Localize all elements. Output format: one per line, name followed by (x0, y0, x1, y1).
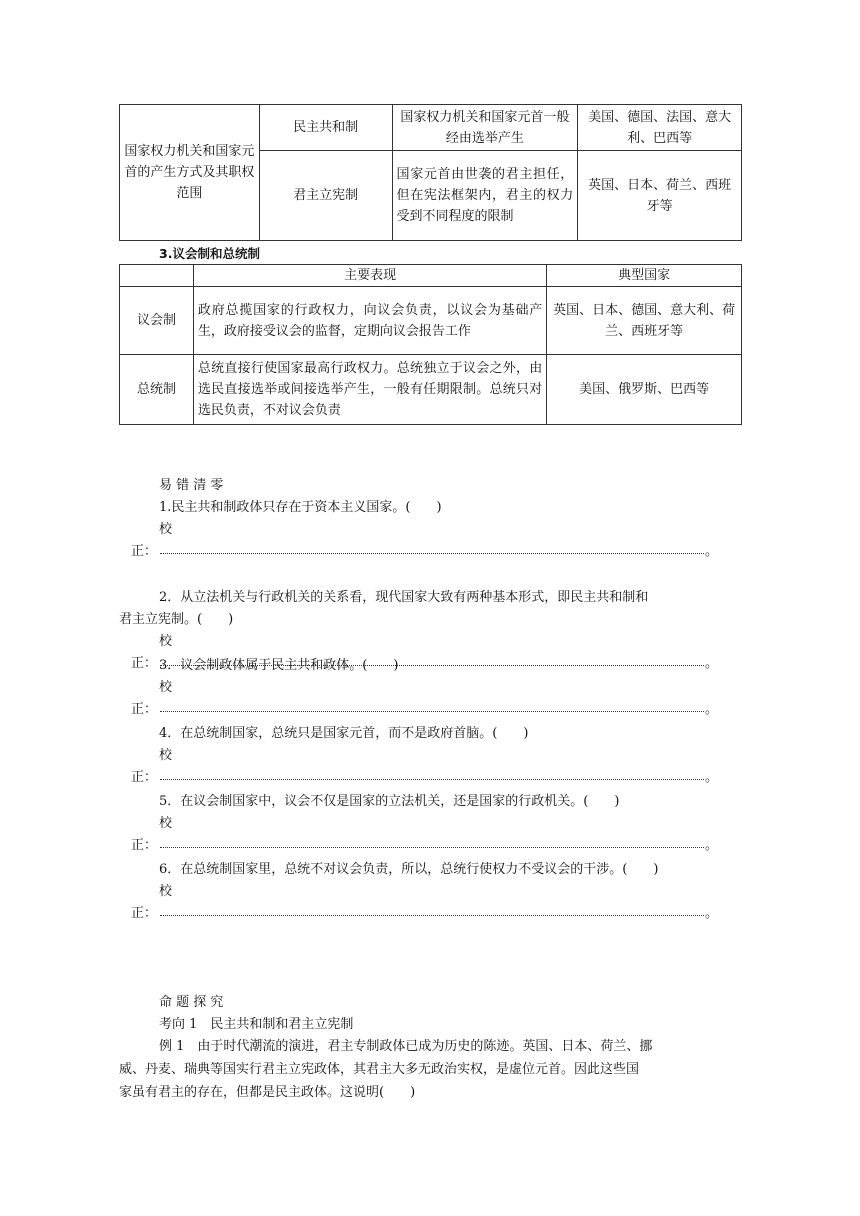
row-header: 国家权力机关和国家元首的产生方式及其职权范围 (120, 105, 260, 241)
header-main: 主要表现 (193, 265, 546, 287)
error-statement: 4．在总统制国家，总统只是国家元首，而不是政府首脑。( ) (159, 726, 529, 741)
correction-answer-line[interactable] (160, 553, 704, 554)
correction-label-a: 校 (159, 522, 173, 537)
error-statement: 1.民主共和制政体只存在于资本主义国家。( ) (159, 500, 442, 515)
errors-heading: 易 错 清 零 (159, 478, 224, 493)
cell-name: 议会制 (120, 287, 194, 355)
correction-period: 。 (705, 544, 719, 559)
cell-type: 君主立宪制 (259, 151, 392, 241)
correction-label-a: 校 (159, 634, 173, 649)
correction-period: 。 (705, 906, 719, 921)
correction-label-b: 正： (131, 906, 158, 921)
header-countries: 典型国家 (547, 265, 742, 287)
correction-label-b: 正： (131, 770, 158, 785)
inquiry-subheading: 考向 1 民主共和制和君主立宪制 (159, 1017, 354, 1032)
correction-period: 。 (705, 702, 719, 717)
correction-answer-line[interactable] (160, 711, 704, 712)
example-line: 家虽有君主的存在，但都是民主政体。这说明( ) (119, 1085, 416, 1100)
correction-label-a: 校 (159, 884, 173, 899)
correction-label-b: 正： (131, 702, 158, 717)
correction-period: 。 (705, 656, 719, 671)
error-statement-cont: 君主立宪制。( ) (119, 612, 234, 627)
cell-desc: 国家元首由世袭的君主担任，但在宪法框架内，君主的权力受到不同程度的限制 (392, 151, 578, 241)
error-statement: 5．在议会制国家中，议会不仅是国家的立法机关，还是国家的行政机关。( ) (159, 794, 620, 809)
cell-type: 民主共和制 (259, 105, 392, 151)
inquiry-heading: 命 题 探 究 (159, 995, 224, 1010)
correction-label-b: 正： (131, 838, 158, 853)
correction-label-b: 正： (131, 656, 158, 671)
cell-countries: 英国、日本、德国、意大利、荷兰、西班牙等 (547, 287, 742, 355)
cell-desc: 国家权力机关和国家元首一般经由选举产生 (392, 105, 578, 151)
header-empty (120, 265, 194, 287)
correction-period: 。 (705, 838, 719, 853)
correction-answer-line[interactable] (160, 915, 704, 916)
error-statement: 3．议会制政体属于民主共和政体。( ) (159, 658, 399, 673)
cell-desc: 政府总揽国家的行政权力，向议会负责，以议会为基础产生，政府接受议会的监督，定期向议会报告工作 (193, 287, 546, 355)
correction-answer-line[interactable] (160, 779, 704, 780)
section-title: 3.议会制和总统制 (159, 246, 260, 261)
correction-period: 。 (705, 770, 719, 785)
error-statement: 2．从立法机关与行政机关的关系看，现代国家大致有两种基本形式，即民主共和制和 (159, 590, 649, 605)
correction-label-a: 校 (159, 680, 173, 695)
example-line: 例 1 由于时代潮流的演进，君主专制政体已成为历史的陈迹。英国、日本、荷兰、挪 (159, 1039, 653, 1054)
correction-label-b: 正： (131, 544, 158, 559)
example-line: 威、丹麦、瑞典等国实行君主立宪政体，其君主大多无政治实权，是虚位元首。因此这些国 (119, 1062, 640, 1077)
cell-countries: 美国、俄罗斯、巴西等 (547, 355, 742, 425)
table-parliament-president (119, 264, 742, 425)
error-statement: 6．在总统制国家里，总统不对议会负责，所以，总统行使权力不受议会的干涉。( ) (159, 862, 659, 877)
cell-countries: 美国、德国、法国、意大利、巴西等 (578, 105, 742, 151)
correction-label-a: 校 (159, 816, 173, 831)
correction-answer-line[interactable] (160, 847, 704, 848)
cell-name: 总统制 (120, 355, 194, 425)
cell-desc: 总统直接行使国家最高行政权力。总统独立于议会之外，由选民直接选举或间接选举产生，一般有任期限制。总统只对选民负责，不对议会负责 (193, 355, 546, 425)
cell-countries: 英国、日本、荷兰、西班牙等 (578, 151, 742, 241)
table-political-systems (119, 104, 742, 241)
correction-label-a: 校 (159, 748, 173, 763)
